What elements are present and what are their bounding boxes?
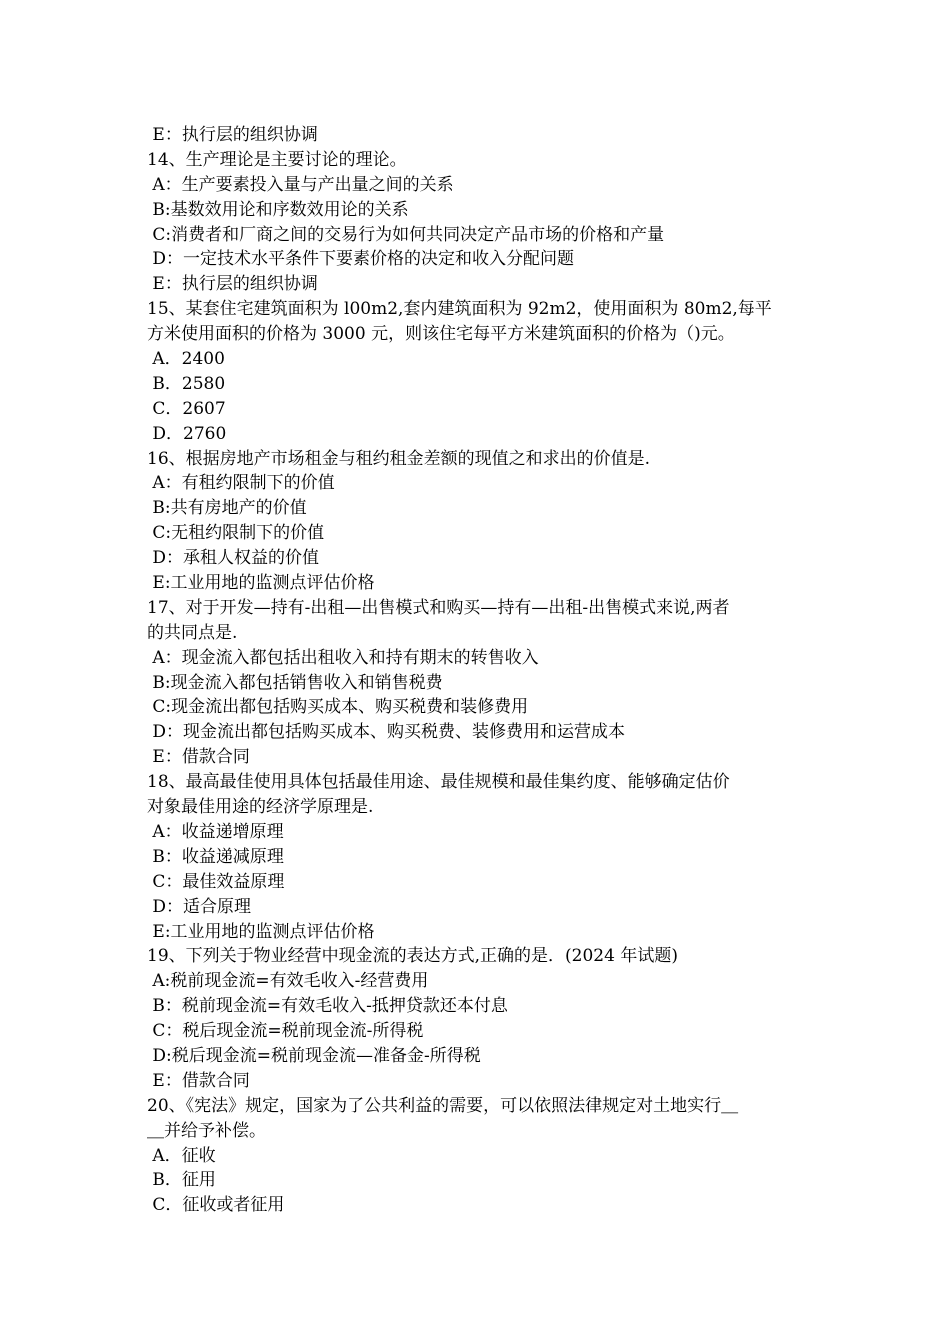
option-line: C：最佳效益原理 [147, 871, 285, 892]
option-line: E:工业用地的监测点评估价格 [147, 921, 375, 942]
question-19: 19、下列关于物业经营中现金流的表达方式,正确的是．(2024 年试题) [147, 946, 678, 967]
option-line: C．征收或者征用 [147, 1195, 285, 1216]
option-line: D：现金流出都包括购买成本、购买税费、装修费用和运营成本 [147, 722, 626, 743]
question-14: 14、生产理论是主要讨论的理论。 [147, 149, 407, 170]
option-line: A：有租约限制下的价值 [147, 473, 335, 494]
option-line: A：收益递增原理 [147, 821, 284, 842]
option-line: D：承租人权益的价值 [147, 548, 320, 569]
option-line: C：税后现金流=税前现金流-所得税 [147, 1021, 424, 1042]
option-line: B：税前现金流=有效毛收入-抵押贷款还本付息 [147, 996, 508, 1017]
option-line: A．征收 [147, 1145, 216, 1166]
question-17: 17、对于开发—持有-出租—出售模式和购买—持有—出租-出售模式来说,两者 [147, 597, 730, 618]
option-line: B:共有房地产的价值 [147, 498, 307, 519]
option-line: D：一定技术水平条件下要素价格的决定和收入分配问题 [147, 249, 575, 270]
option-line: D．2760 [147, 423, 227, 444]
question-18-cont: 对象最佳用途的经济学原理是. [147, 797, 374, 818]
option-line: E:工业用地的监测点评估价格 [147, 573, 375, 594]
option-line: B:基数效用论和序数效用论的关系 [147, 199, 409, 220]
option-line: B:现金流入都包括销售收入和销售税费 [147, 672, 443, 693]
question-18: 18、最高最佳使用具体包括最佳用途、最佳规模和最佳集约度、能够确定估价 [147, 772, 730, 793]
question-17-cont: 的共同点是. [147, 622, 238, 643]
option-line: B．征用 [147, 1170, 216, 1191]
question-15: 15、某套住宅建筑面积为 l00m2,套内建筑面积为 92m2，使用面积为 80m2,每平 [147, 299, 772, 320]
option-line: C．2607 [147, 398, 226, 419]
option-line: A:税前现金流=有效毛收入-经营费用 [147, 971, 429, 992]
option-line: A：生产要素投入量与产出量之间的关系 [147, 174, 454, 195]
option-line: C:现金流出都包括购买成本、购买税费和装修费用 [147, 697, 529, 718]
option-line: D：适合原理 [147, 896, 252, 917]
question-15-cont: 方米使用面积的价格为 3000 元，则该住宅每平方米建筑面积的价格为（)元。 [147, 324, 735, 345]
document-body [147, 123, 817, 1218]
question-20: 20、《宪法》规定，国家为了公共利益的需要，可以依照法律规定对土地实行＿ [147, 1095, 739, 1116]
text-line: E：执行层的组织协调 [147, 125, 318, 145]
option-line: A：现金流入都包括出租收入和持有期末的转售收入 [147, 647, 539, 668]
option-line: C:无租约限制下的价值 [147, 523, 325, 544]
option-line: B．2580 [147, 373, 226, 394]
option-line: B：收益递减原理 [147, 846, 284, 867]
option-line: C:消费者和厂商之间的交易行为如何共同决定产品市场的价格和产量 [147, 224, 665, 245]
question-20-cont: ＿并给予补偿。 [147, 1120, 266, 1141]
option-line: E：执行层的组织协调 [147, 274, 318, 295]
option-line: E：借款合同 [147, 1070, 250, 1091]
option-line: D:税后现金流=税前现金流—准备金-所得税 [147, 1045, 481, 1066]
option-line: A．2400 [147, 349, 225, 370]
option-line: E：借款合同 [147, 747, 250, 768]
question-16: 16、根据房地产市场租金与租约租金差额的现值之和求出的价值是. [147, 448, 651, 469]
